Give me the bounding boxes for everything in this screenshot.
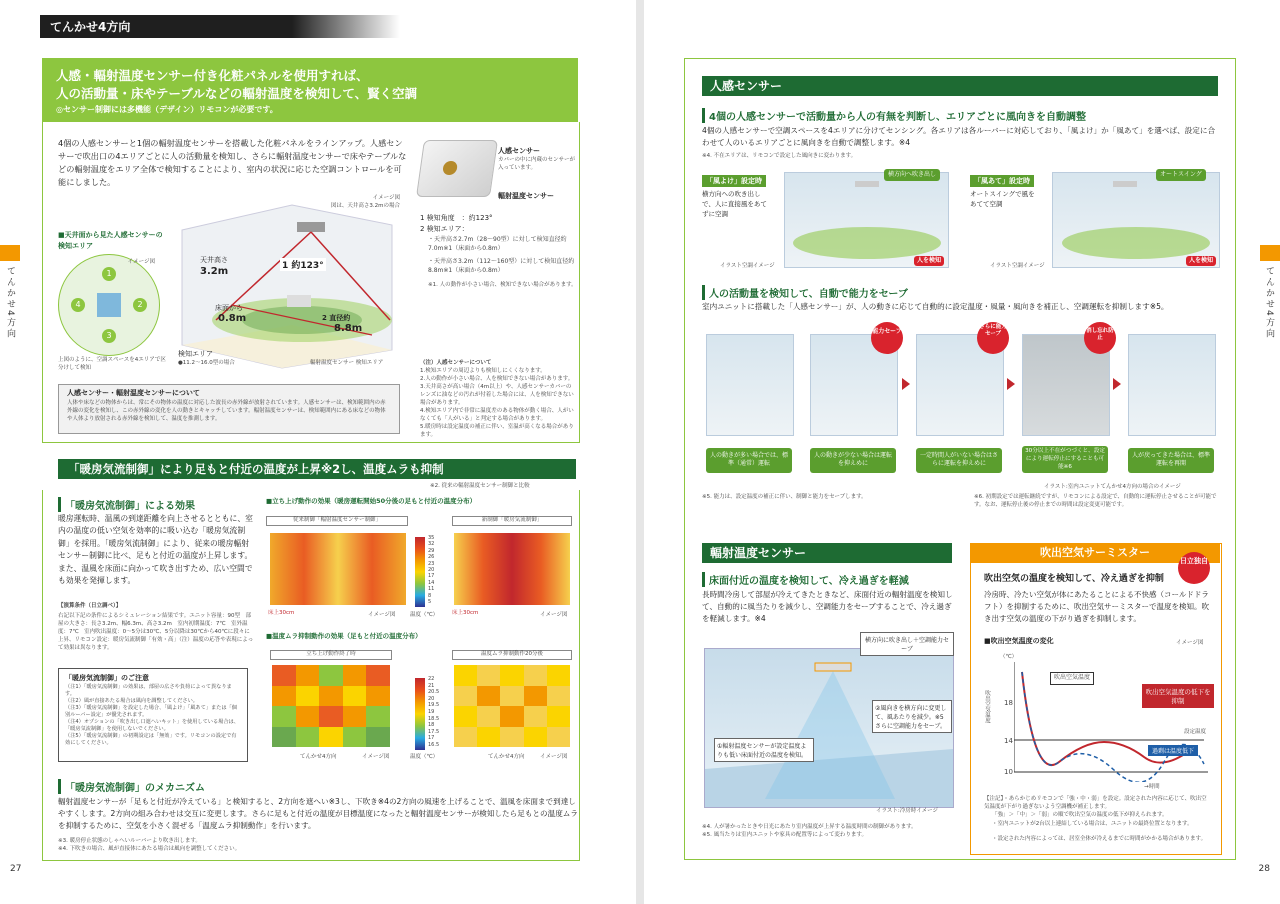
hit-unit: [1113, 181, 1137, 187]
human-p1-note: ※4. 不在エリアは、リモコンで設定した風向きに変わります。: [702, 153, 857, 159]
seq-room-5: [1128, 334, 1216, 436]
lower-label: 過剰は温度低下: [1148, 745, 1198, 756]
scale2-tick: 18: [428, 722, 435, 729]
footnote-3: ※3. 暖房停止状態のしゃへいルーバーより吹き出します。: [58, 838, 201, 844]
mechanism-title: 「暖房気流制御」のメカニズム: [58, 779, 205, 794]
human-p2: 室内ユニットに搭載した「人感センサー」が、人の動きに応じて自動的に設定温度・風量・風向きを補正し、空調運転を抑制します※5。: [702, 302, 1169, 311]
radiant-area-label: 輻射温度センサー 検知エリア: [310, 360, 384, 366]
effect-title: 「暖房気流制御」による効果: [58, 497, 195, 512]
intro-text: 4個の人感センサーと1個の輻射温度センサーを搭載した化粧パネルをラインアップ。人感センサーで吹出口の4エリアごとに人の活動量を検知し、さらに輻射温度センサーで床やテーブルなどの輻射温度をエリア全体で検知することにより、室内の状況に応じた空調コントロールを可能にしました。: [58, 138, 407, 188]
mechanism-text: 輻射温度センサーが「足もと付近が冷えている」と検知すると、2方向を遮へい※3し、下吹き※4の2方向の風速を上げることで、温風を床面まで到達しやすくします。2方向の組み合わせは交互に変更します。さらに足もと付近の温度が目標温度になったと輻射温度センサーが検知したら足もとの温度ムラを抑制するために、空気を小さく混ぜる「温度ムラ抑制動作」を行います。: [58, 797, 578, 831]
unit-label-right: てんかせ4方向: [488, 754, 525, 760]
scale1-tick: 26: [428, 554, 435, 561]
avoid-detect: 人を検知: [914, 256, 944, 266]
hit-detect: 人を検知: [1186, 256, 1216, 266]
ytick-18: 18: [1004, 699, 1013, 707]
scale1-tick: 8: [428, 592, 432, 599]
avoid-svg: [785, 173, 948, 267]
human-caution-5: 5.暖房時は設定温度の補正に伴い、室温が高くなる場合があります。: [420, 423, 574, 438]
hitachi-original-badge: 日立独自: [1178, 552, 1210, 584]
scale1-tick: 35: [428, 535, 435, 541]
section-header: てんかせ4方向: [40, 15, 400, 38]
badge-off: 消し忘れ防止: [1084, 322, 1116, 354]
side-label: てんかせ4方向: [5, 266, 15, 340]
ceiling-view-diagram: [58, 254, 160, 356]
radiant-cone: [765, 671, 895, 799]
badge-more-save: さらに能力セーブ: [977, 322, 1009, 354]
human-sensor-label: 人感センサー: [498, 147, 540, 155]
banner-note: ◎センサー制御には多機能（デザイン）リモコンが必要です。: [56, 105, 278, 114]
floor-label-left: 床上30cm: [268, 610, 295, 616]
room-diagram: [172, 200, 402, 370]
radiant-label-1: 横方向に吹き出し＋空調能力セーブ: [860, 632, 954, 656]
hit-text: オートスイングで風をあてて空調: [970, 190, 1035, 208]
radiant-header: 輻射温度センサー: [702, 543, 952, 563]
ceiling-view-tag: イメージ図: [127, 259, 155, 265]
scale1-tick: 29: [428, 547, 435, 554]
floor-label-right: 床上30cm: [452, 610, 479, 616]
cond-text: 右記以下記の条件によるシミュレーション結果です。ユニット容量：90型 部屋の大きさ：長さ3.2m、幅6.3m、高さ3.2m 室内初期温度：7℃ 室外温度：7℃ 室内吹出温度：0〜5分は30℃、5分以降は30℃から40℃に段々に上昇、リモコン設定：暖房気流制御「有効・高」（注）温度の応答や表現によって効果は異なります。: [58, 613, 254, 651]
area-num-1: 1: [102, 267, 116, 281]
seq-caption-5: 人が戻ってきた場合は、標準運転を再開: [1128, 448, 1214, 473]
thermistor-note-2: 「強」＞「中」＞「弱」の順で吹出空気の温度の低下が抑えられます。: [992, 812, 1168, 818]
scale2-tick: 21: [428, 682, 435, 689]
scale2-tick: 19: [428, 708, 435, 715]
hit-tag: 「風あて」設定時: [970, 175, 1034, 187]
human-h1: 4個の人感センサーで活動量から人の有無を判断し、エリアごとに風向きを自動調整: [702, 108, 1086, 123]
panel-photo: [416, 140, 498, 197]
setpoint-label: 設定温度: [1184, 729, 1207, 735]
detect-area-label: 検知エリア: [178, 350, 213, 358]
human-sensor-header: 人感センサー: [702, 76, 1218, 96]
page-number-right: 28: [1258, 864, 1270, 874]
seq-arrow-1: [902, 378, 910, 390]
heating-caution-2: （注2）風が直接あたる場合は風向を調整してください。: [65, 697, 198, 704]
graph2-title: ■温度ムラ抑制動作の効果（足もと付近の温度分布）: [266, 632, 422, 640]
diameter-label: 2 直径約: [322, 314, 351, 322]
thermistor-note-3: ・室内ユニットが2台以上連結している場合は、ユニットの最終位置となります。: [992, 821, 1193, 827]
hit-label: オートスイング: [1156, 169, 1206, 181]
area-num-3: 3: [102, 329, 116, 343]
scale2-tick: 17: [428, 735, 435, 742]
human-h2: 人の活動量を検知して、自動で能力をセーブ: [702, 285, 908, 300]
heating-caution-title: 「暖房気流制御」のご注意: [65, 674, 149, 682]
human-caution-title: （注）人感センサーについて: [420, 360, 492, 366]
unit-label-2: 温度（℃）: [410, 754, 439, 760]
thermistor-p: 冷房時、冷たい空気が体にあたることによる不快感（コールドドラフト）を抑制するために、吹出空気サーミスターで温度を検知。吹き出す空気の温度の下がり過ぎを抑制します。: [984, 590, 1209, 623]
seq-room-1: [706, 334, 794, 436]
hit-svg: [1053, 173, 1219, 267]
thermistor-svg: [1014, 662, 1208, 782]
graph1-right-label: 新制御「暖房気流制御」: [452, 516, 572, 526]
feature-banner: [42, 58, 578, 122]
scale2-tick: 19.5: [428, 702, 440, 709]
room-svg: [172, 200, 402, 370]
angle-label: 1 約123°: [280, 258, 326, 271]
avoid-area: [793, 227, 941, 259]
hit-illus: イラスト空調イメージ: [990, 263, 1045, 269]
unit-label-1: 温度（℃）: [410, 612, 439, 618]
heating-note: ※2. 従来の輻射温度センサー制御と比較: [430, 483, 530, 489]
radiant-sensor-label: 輻射温度センサー: [498, 192, 554, 200]
floor-height-value: 0.8m: [218, 313, 247, 324]
scale1-tick: 14: [428, 579, 435, 586]
human-caution-2: 2.人の動作が小さい場合、人を検知できない場合があります。: [420, 375, 574, 382]
scale2-tick: 17.5: [428, 728, 440, 735]
scale2-tick: 16.5: [428, 741, 440, 748]
hit-room-illus: [1052, 172, 1220, 268]
detect-area-sub: ●11.2〜16.0型の場合: [178, 360, 235, 366]
spec-angle: 1 検知角度 ：約123°: [420, 214, 493, 222]
img-tag-2: イメージ図: [362, 754, 390, 760]
spec-area-2: ・天井高さ3.2m（112〜160型）に対して検知直径約8.8m※1（床面から0.8m）: [428, 258, 575, 274]
ytick-14: 14: [1004, 737, 1013, 745]
spec-area: 2 検知エリア：: [420, 225, 469, 233]
human-caution-3: 3.天井高さが高い場合（4m以上）や、人感センサーカバーのレンズに油などの汚れが付着した場合には、人を検知できない場合があります。: [420, 383, 574, 406]
avoid-unit: [855, 181, 879, 187]
page-number-left: 27: [10, 864, 22, 874]
avoid-tag: 「風よけ」設定時: [702, 175, 766, 187]
img-tag-left: イメージ図: [368, 612, 396, 618]
ceiling-height-value: 3.2m: [200, 266, 229, 277]
heating-box: [42, 490, 580, 861]
graph1-left-label: 従来制御「輻射温度センサー制御」: [266, 516, 408, 526]
seq-arrow-2: [1007, 378, 1015, 390]
seq-caption-3: 一定時間人がいない場合はさらに運転を抑えめに: [916, 448, 1002, 473]
about-box: [58, 384, 400, 434]
table-shape: [287, 295, 311, 307]
human-caution: [420, 360, 576, 440]
area-num-2: 2: [133, 298, 147, 312]
scale2-tick: 22: [428, 676, 435, 682]
thermistor-chart: [1014, 662, 1208, 782]
avoid-illus: イラスト空調イメージ: [720, 263, 775, 269]
sensor-lens: [442, 161, 458, 175]
heating-caution-5: （注5）「暖房気流制御」の初期設定は「無効」です。リモコンの設定で有効にしてください。: [65, 732, 237, 746]
graph2-right-label: 温度ムラ抑制動作20分後: [452, 650, 572, 660]
radiant-note-5: ※5. 風当たりは室内ユニットや家具の配置等によって変わります。: [702, 832, 867, 838]
seq-arrow-3: [1113, 378, 1121, 390]
spec-area-1: ・天井高さ2.7m（28〜90型）に対して検知直径約7.0m※1（床面から0.8m）: [428, 236, 567, 252]
side-tab-marker-right: [1260, 245, 1280, 261]
scale1-tick: 23: [428, 560, 435, 567]
about-text: 人体や床などの物体からは、常にその物体の温度に対応した波長の赤外線が放射されています。人感センサーは、検知範囲内の赤外線の変化を検知し、この赤外線の変化を人の動きとキャッチしています。輻射温度センサーは、検知範囲内にある床などの物体や人体より放射される赤外線を検知して、温度を推測します。: [67, 400, 386, 422]
radiant-note-4: ※4. 人が暑かったときや日光にあたり室内温度が上昇する温度時間の制御があります。: [702, 824, 917, 830]
footnote-4: ※4. 下吹きの場合、風が直接体にあたる場合は風向を調整してください。: [58, 846, 241, 852]
thermistor-unit: （℃）: [1000, 654, 1018, 660]
radiant-p: 長時間冷房して部屋が冷えてきたときなど、床面付近の輻射温度を検知して、自動的に風当たりを減少し、空調能力をセーブすることで、冷え過ぎを軽減します。※4: [702, 590, 953, 624]
series-label: 吹出空気温度: [1050, 672, 1094, 685]
thermistor-ylabel: 吹出空気温度: [983, 690, 990, 723]
note-5: ※5. 能力は、設定温度の補正に伴い、制御と能力をセーブします。: [702, 494, 867, 500]
human-caution-1: 1.検知エリアの周辺よりも検知しにくくなります。: [420, 367, 546, 374]
thermistor-h: 吹出空気の温度を検知して、冷え過ぎを抑制: [984, 574, 1164, 584]
radiant-illus-caption: イラスト:冷房時イメージ: [876, 808, 939, 814]
hit-area: [1062, 227, 1210, 259]
floor-height-label: 床面から: [215, 304, 243, 312]
img-tag-3: イメージ図: [540, 754, 568, 760]
spec-note: ※1. 人の動作が小さい場合、検知できない場合があります。: [428, 282, 577, 288]
human-p1: 4個の人感センサーで空調スペースを4エリアに分けてセンシング。各エリアは各ルーバーに対応しており、「風よけ」か「風あて」を選べば、設定に合わせて人のいるエリアごとに風向きを自動で調整します。※4: [702, 126, 1216, 148]
graph1-title: ■立ち上げ動作の効果（暖房運転開始50分後の足もと付近の温度分布）: [266, 497, 477, 505]
heating-caution-1: （注1）「暖房気流制御」の効果は、部屋の広さや負荷によって異なります。: [65, 683, 232, 697]
scale2-tick: 20.5: [428, 689, 440, 696]
thermistor-note-1: 【注記】・あらかじめリモコンで「強・中・弱」を設定。設定された内容に応じて、吹出空気温度が下がり過ぎないよう空調機が補正します。: [984, 796, 1207, 810]
seq-caption-1: 人の動きが多い場合では、標準（通常）運転: [706, 448, 792, 473]
img-tag-right: イメージ図: [540, 612, 568, 618]
diameter-value: 8.8m: [334, 323, 363, 334]
about-title: 人感センサー・輻射温度センサーについて: [67, 389, 200, 397]
thermistor-chart-title: ■吹出空気温度の変化: [984, 637, 1054, 645]
scale1-tick: 17: [428, 573, 435, 580]
note-6: ※6. 初期設定では運転継続ですが、リモコンによる設定で、自動的に運転停止させることが可能です。なお、運転停止後の停止までの時間は設定変更可能です。: [974, 494, 1217, 508]
left-page: [0, 0, 636, 904]
thermistor-header: 吹出空気サーミスター: [970, 543, 1220, 563]
radiant-label-2: ②風向きを横方向に変更して、風あたりを減少。※5さらに空調能力をセーブ。: [872, 700, 952, 733]
seq-illus: イラスト:室内ユニットてんかせ4方向の場合のイメージ: [1044, 484, 1181, 490]
thermistor-img-tag: イメージ図: [1176, 640, 1204, 646]
x-axis-label: →時間: [1144, 784, 1160, 790]
human-caution-4: 4.検知エリア内で非常に温度差のある物体が動く場合、人がいなくても「人がいる」と判定する場合があります。: [420, 407, 574, 422]
avoid-room-illus: [784, 172, 949, 268]
heating-caution-3: （注3）「暖房気流制御」を設定した場合、「風よけ」「風あて」または「個別ルーバー設定」が優先されます。: [65, 704, 237, 718]
side-label-right: てんかせ4方向: [1264, 266, 1274, 340]
ceiling-unit: [297, 222, 325, 232]
seq-caption-2: 人の動きが少ない場合は運転を抑えめに: [810, 448, 896, 473]
heating-title: 「暖房気流制御」により足もと付近の温度が上昇※2し、温度ムラも抑制: [58, 459, 576, 479]
banner-line2: 人の活動量・床やテーブルなどの輻射温度を検知して、賢く空調: [56, 86, 418, 101]
avoid-text: 横方向への吹き出しで、人に直接風をあてずに空調: [702, 190, 767, 218]
gutter: [636, 0, 644, 904]
room-note: イメージ図 図は、天井高さ3.2mの場合: [330, 195, 400, 209]
heating-caution-4: （注4）オプションの「吹き出し口遮へいキット」を使用している場合は、「暖房気流制御」を使用しないでください。: [65, 718, 239, 732]
scale1-tick: 32: [428, 541, 435, 548]
scale2-tick: 20: [428, 695, 435, 702]
unit-top-view: [97, 293, 121, 317]
scale1-tick: 20: [428, 567, 435, 574]
radiant-label-3: ①輻射温度センサーが設定温度よりも低い床面付近の温度を検知。: [714, 738, 814, 762]
side-tab-marker: [0, 245, 20, 261]
right-page: [644, 0, 1280, 904]
ceiling-view-title: ■天井面から見た人感センサーの検知エリア: [58, 231, 163, 250]
thermistor-note-4: ・設定された内容によっては、居室全体が冷えるまでに時間がかかる場合があります。: [992, 836, 1207, 842]
scale2-tick: 18.5: [428, 715, 440, 722]
scale1-tick: 11: [428, 586, 435, 593]
graph2-left-label: 立ち上げ動作終了時: [270, 650, 392, 660]
effect-text: 暖房運転時、温風の到達距離を向上させるとともに、室内の温度の低い空気を効率的に吸い込む「暖房気流制御」を採用。「暖房気流制御」により、従来の暖房輻射センサー制御に比べ、足もと付近の温度が上昇します。また、温風を床面に向かって吹き出すため、広い空間でも効果を発揮します。: [58, 514, 253, 586]
radiant-unit: [815, 663, 851, 671]
callout-label: 吹出空気温度の低下を抑制: [1142, 684, 1214, 708]
unit-label-left: てんかせ4方向: [300, 754, 337, 760]
area-num-4: 4: [71, 298, 85, 312]
scale1-tick: 5: [428, 599, 432, 606]
human-sensor-sub: カバーの中に内蔵のセンサーが入っています。: [498, 157, 576, 171]
badge-save: 能力セーブ: [871, 322, 903, 354]
ceiling-view-caption: 上図のように、空調スペースを4エリアで区分けして検知: [58, 357, 166, 371]
cond-title: 【演算条件（日立調べ）】: [58, 603, 122, 609]
radiant-h: 床面付近の温度を検知して、冷え過ぎを軽減: [702, 572, 909, 587]
ceiling-height-label: 天井高さ: [200, 256, 228, 264]
ytick-10: 10: [1004, 768, 1013, 776]
banner-line1: 人感・輻射温度センサー付き化粧パネルを使用すれば、: [56, 68, 369, 83]
avoid-label: 横方向へ吹き出し: [884, 169, 940, 181]
seq-caption-4: 30分以上不在がつづくと、設定により運転停止にすることも可能※6: [1022, 446, 1108, 473]
